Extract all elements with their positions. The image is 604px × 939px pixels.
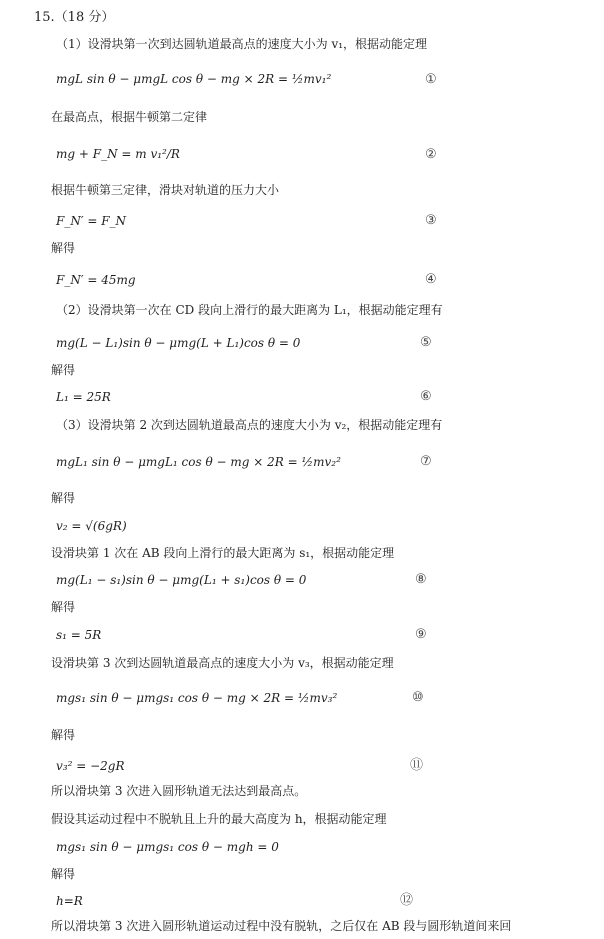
- equation-marker-7: ⑦: [420, 454, 432, 469]
- equation-1: mgL sin θ − μmgL cos θ − mg × 2R = ½mv₁²: [56, 72, 332, 86]
- solve-label-5: 解得: [51, 728, 76, 742]
- solve-label-4: 解得: [51, 600, 76, 614]
- equation-marker-1: ①: [425, 72, 437, 87]
- equation-marker-11: ⑪: [410, 758, 424, 773]
- equation-5: mg(L − L₁)sin θ − μmg(L + L₁)cos θ = 0: [56, 336, 301, 350]
- equation-marker-10: ⑩: [412, 690, 424, 705]
- text-line-ab-distance: 设滑块第 1 次在 AB 段向上滑行的最大距离为 s₁，根据动能定理: [51, 546, 395, 560]
- equation-11: v₃² = −2gR: [56, 759, 125, 773]
- problem-header: 15.（18 分）: [34, 10, 115, 25]
- equation-2: mg + F_N = m v₁²/R: [56, 147, 180, 161]
- equation-v2: v₂ = √(6gR): [56, 519, 127, 533]
- equation-8: mg(L₁ − s₁)sin θ − μmg(L₁ + s₁)cos θ = 0: [56, 573, 307, 587]
- text-line-newton-third: 根据牛顿第三定律，滑块对轨道的压力大小: [51, 183, 280, 197]
- equation-12: h=R: [56, 894, 83, 908]
- text-line-assume-height: 假设其运动过程中不脱轨且上升的最大高度为 h，根据动能定理: [51, 812, 387, 826]
- equation-marker-2: ②: [425, 147, 437, 162]
- solve-label-2: 解得: [51, 363, 76, 377]
- part3-intro: （3）设滑块第 2 次到达圆轨道最高点的速度大小为 v₂，根据动能定理有: [56, 418, 443, 432]
- part2-intro: （2）设滑块第一次在 CD 段向上滑行的最大距离为 L₁，根据动能定理有: [56, 303, 443, 317]
- equation-height: mgs₁ sin θ − μmgs₁ cos θ − mgh = 0: [56, 840, 279, 854]
- equation-6: L₁ = 25R: [56, 390, 111, 404]
- equation-3: F_N′ = F_N: [56, 214, 127, 228]
- equation-marker-12: ⑫: [400, 893, 414, 908]
- solve-label-1: 解得: [51, 241, 76, 255]
- text-line-conclusion: 所以滑块第 3 次进入圆形轨道运动过程中没有脱轨，之后仅在 AB 段与圆形轨道间来回: [51, 919, 512, 933]
- equation-4: F_N′ = 45mg: [56, 273, 136, 287]
- text-line-top-point: 在最高点，根据牛顿第二定律: [51, 110, 208, 124]
- equation-7: mgL₁ sin θ − μmgL₁ cos θ − mg × 2R = ½mv₂²: [56, 455, 341, 469]
- text-line-third-arrival: 设滑块第 3 次到达圆轨道最高点的速度大小为 v₃，根据动能定理: [51, 656, 394, 670]
- solve-label-6: 解得: [51, 867, 76, 881]
- equation-marker-3: ③: [425, 213, 437, 228]
- solve-label-3: 解得: [51, 491, 76, 505]
- equation-marker-5: ⑤: [420, 335, 432, 350]
- equation-marker-6: ⑥: [420, 389, 432, 404]
- part1-intro: （1）设滑块第一次到达圆轨道最高点的速度大小为 v₁，根据动能定理: [56, 37, 428, 51]
- equation-marker-4: ④: [425, 272, 437, 287]
- text-line-cannot-reach: 所以滑块第 3 次进入圆形轨道无法达到最高点。: [51, 784, 307, 798]
- equation-9: s₁ = 5R: [56, 628, 102, 642]
- equation-10: mgs₁ sin θ − μmgs₁ cos θ − mg × 2R = ½mv₃²: [56, 691, 338, 705]
- equation-marker-8: ⑧: [415, 572, 427, 587]
- equation-marker-9: ⑨: [415, 627, 427, 642]
